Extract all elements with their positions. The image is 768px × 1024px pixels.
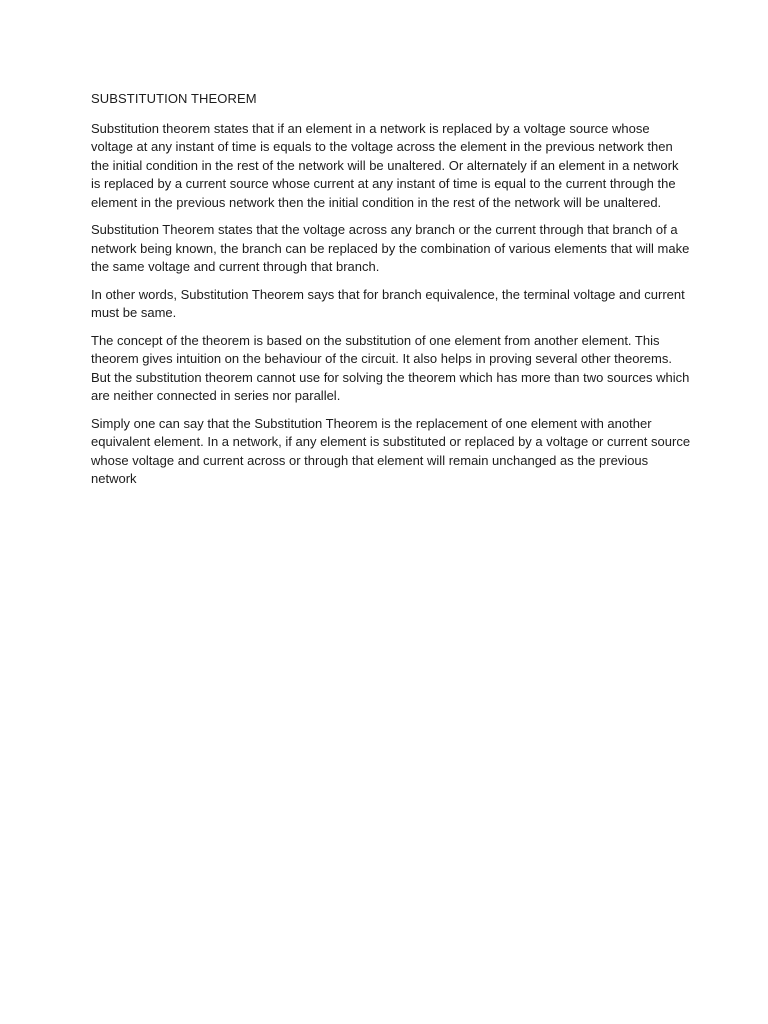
- document-heading: SUBSTITUTION THEOREM: [91, 91, 257, 106]
- document-body: [91, 90, 691, 498]
- paragraph-concept: The concept of the theorem is based on the substitution of one element from another element. This theorem gives intuition on the behaviour of the circuit. It also helps in proving several other theorems. But the substitution theorem cannot use for solving the theorem which has more than two sources which are neither connected in series nor parallel.: [91, 332, 690, 403]
- paragraph-branch-replacement: Substitution Theorem states that the voltage across any branch or the current through that branch of a network being known, the branch can be replaced by the combination of various elements that will make the same voltage and current through that branch.: [91, 222, 690, 274]
- paragraph-definition: Substitution theorem states that if an element in a network is replaced by a voltage source whose voltage at any instant of time is equals to the voltage across the element in the previous network then the initial condition in the rest of the network will be unaltered. Or alternately if an element in a network is replaced by a current source whose current at any instant of time is equal to the current through the element in the previous network then the initial condition in the rest of the network will be unaltered.: [91, 120, 679, 210]
- paragraph-branch-equivalence: In other words, Substitution Theorem says that for branch equivalence, the terminal voltage and current must be same.: [91, 286, 685, 320]
- paragraph-summary: Simply one can say that the Substitution Theorem is the replacement of one element with another equivalent element. In a network, if any element is substituted or replaced by a voltage or current source whose voltage and current across or through that element will remain unchanged as the previous network: [91, 415, 691, 486]
